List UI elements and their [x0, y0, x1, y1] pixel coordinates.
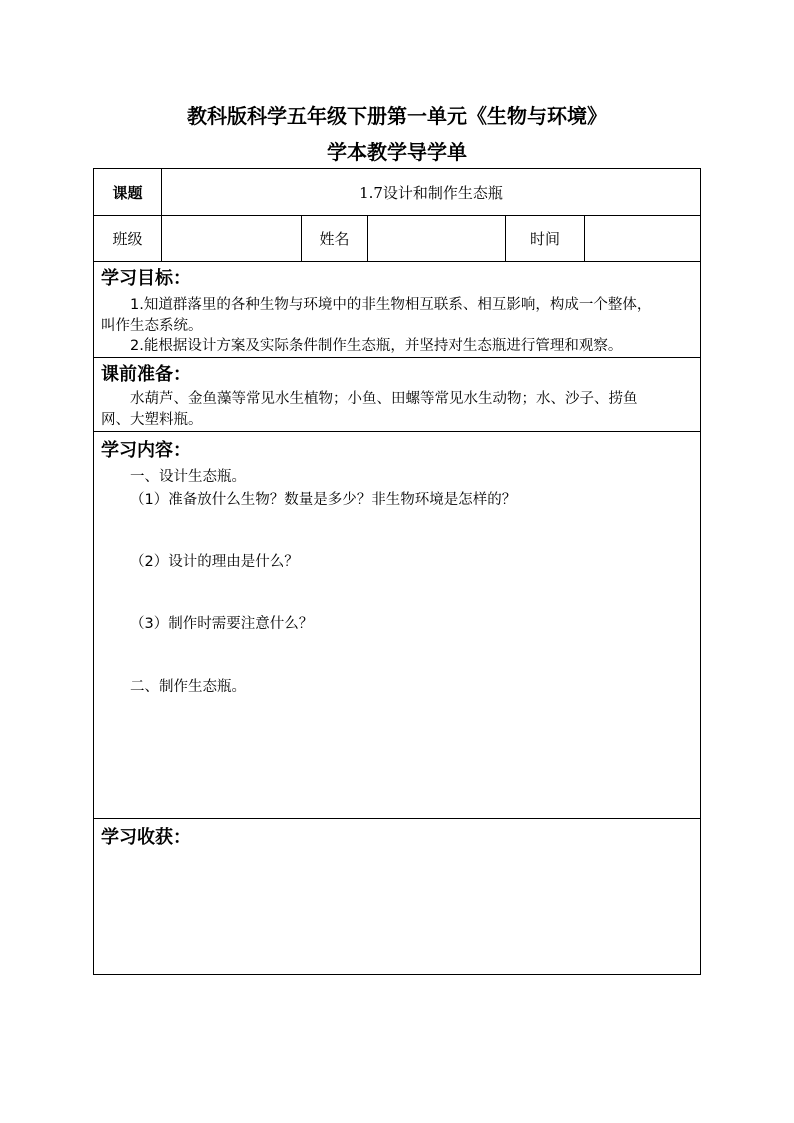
info-row	[94, 216, 700, 262]
question-3: （3）制作时需要注意什么？	[130, 616, 314, 632]
preparation-heading: 课前准备：	[101, 364, 191, 385]
content-heading: 学习内容：	[101, 440, 191, 461]
topic-label: 课题	[94, 169, 162, 215]
topic-row	[94, 169, 700, 216]
question-1: （1）准备放什么生物？数量是多少？非生物环境是怎样的？	[130, 492, 517, 508]
objective-1-line-2: 叫作生态系统。	[101, 318, 203, 334]
document-title: 教科版科学五年级下册第一单元《生物与环境》	[187, 104, 607, 128]
objectives-heading: 学习目标：	[101, 268, 191, 289]
content-part-2: 二、制作生态瓶。	[130, 679, 246, 695]
name-label: 姓名	[302, 216, 368, 261]
objective-1-line-1: 1.知道群落里的各种生物与环境中的非生物相互联系、相互影响，构成一个整体，	[130, 297, 652, 313]
harvest-heading: 学习收获：	[101, 827, 191, 848]
objectives-section	[94, 262, 700, 358]
worksheet-table	[93, 168, 701, 975]
class-label: 班级	[94, 216, 162, 261]
preparation-section	[94, 358, 700, 432]
preparation-line-1: 水葫芦、金鱼藻等常见水生植物；小鱼、田螺等常见水生动物；水、沙子、捞鱼	[130, 391, 638, 407]
content-section	[94, 432, 700, 819]
preparation-line-2: 网、大塑料瓶。	[101, 412, 203, 428]
harvest-section	[94, 819, 700, 974]
topic-value: 1.7设计和制作生态瓶	[359, 183, 503, 202]
time-field[interactable]	[585, 216, 700, 261]
objective-2: 2.能根据设计方案及实际条件制作生态瓶，并坚持对生态瓶进行管理和观察。	[130, 338, 623, 354]
document-subtitle: 学本教学导学单	[327, 140, 467, 164]
class-field[interactable]	[162, 216, 302, 261]
name-field[interactable]	[368, 216, 506, 261]
question-2: （2）设计的理由是什么？	[130, 554, 299, 570]
content-part-1: 一、设计生态瓶。	[130, 469, 246, 485]
time-label: 时间	[506, 216, 585, 261]
